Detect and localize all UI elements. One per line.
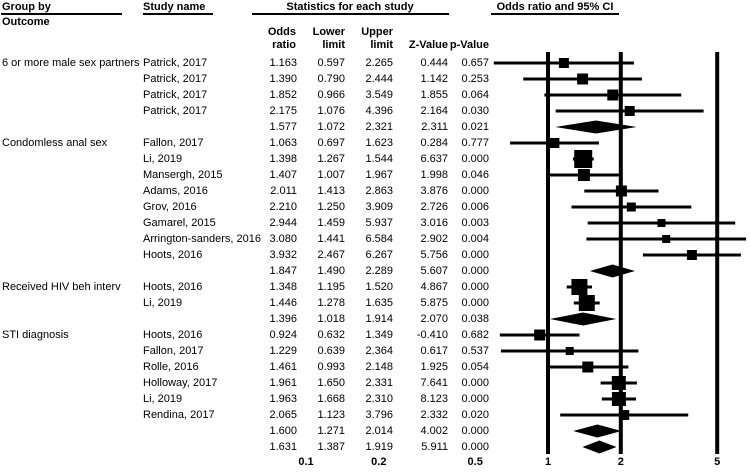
upper-value: 2.265	[365, 57, 393, 69]
x-axis-tick-label: 0.5	[467, 456, 483, 468]
upper-value: 1.919	[365, 441, 393, 453]
lower-value: 0.639	[317, 345, 345, 357]
lower-value: 1.250	[317, 201, 345, 213]
upper-value: 5.937	[365, 217, 393, 229]
odds-ratio-square	[625, 106, 635, 116]
x-axis-tick-label: 1	[544, 456, 552, 468]
z-value: 5.911	[421, 441, 448, 453]
study-name: Arrington-sanders, 2016	[143, 233, 262, 245]
or-value: 1.961	[269, 377, 297, 389]
summary-diamond	[555, 121, 636, 134]
study-name: Fallon, 2017	[143, 137, 204, 149]
upper-value: 3.796	[365, 409, 393, 421]
lower-value: 0.966	[317, 89, 345, 101]
lower-value: 1.271	[317, 425, 345, 437]
lower-value: 1.441	[317, 233, 345, 245]
lower-value: 2.467	[317, 249, 345, 261]
z-value: 5.756	[420, 249, 448, 261]
upper-value: 2.321	[365, 121, 393, 133]
study-name: Li, 2019	[143, 297, 183, 309]
p-value: 0.000	[461, 153, 489, 165]
outcome-header: Outcome	[2, 16, 50, 28]
z-value: 1.998	[420, 169, 448, 181]
or-value: 1.847	[269, 265, 297, 277]
lower-value: 1.490	[317, 265, 345, 277]
group-label: Received HIV beh interv	[2, 281, 121, 293]
or-value: 1.396	[269, 313, 297, 325]
p-value: 0.000	[461, 297, 489, 309]
odds-ratio-square	[549, 138, 559, 148]
study-name: Rendina, 2017	[143, 409, 215, 421]
or-value: 2.175	[269, 105, 297, 117]
p-value: 0.054	[461, 361, 489, 373]
or-value: 1.390	[269, 73, 297, 85]
group-by-header: Group by	[2, 1, 51, 13]
x-axis-tick-label: 5	[714, 456, 721, 468]
p-value-header-line1: p-Value	[449, 39, 489, 51]
odds-ratio-square	[574, 150, 592, 168]
or-value: 1.852	[269, 89, 297, 101]
study-name: Hoots, 2016	[143, 249, 203, 261]
or-value: 1.631	[269, 441, 297, 453]
study-name-header: Study name	[143, 1, 206, 13]
or-value: 1.407	[269, 169, 297, 181]
overall-diamond	[582, 441, 616, 454]
study-name: Hoots, 2016	[143, 281, 203, 293]
lower-value: 1.195	[317, 281, 345, 293]
odds-ratio-square	[612, 392, 626, 406]
study-name: Li, 2019	[143, 393, 183, 405]
lower-value: 1.007	[317, 169, 345, 181]
group-label: 6 or more male sex partners	[2, 57, 140, 69]
stats-title: Statistics for each study	[286, 1, 414, 13]
or-value: 2.944	[269, 217, 297, 229]
z-value: 2.070	[420, 313, 448, 325]
study-name: Patrick, 2017	[143, 57, 208, 69]
or-value: 1.600	[269, 425, 297, 437]
lower-value: 1.072	[317, 121, 345, 133]
p-value: 0.000	[461, 265, 489, 277]
p-value: 0.537	[461, 345, 489, 357]
p-value: 0.000	[461, 281, 489, 293]
or-value: 1.063	[269, 137, 297, 149]
z-value: 0.617	[420, 345, 448, 357]
p-value: 0.038	[461, 313, 489, 325]
z-value: 7.641	[420, 377, 448, 389]
z-value: 8.123	[420, 393, 448, 405]
z-value: 4.002	[420, 425, 448, 437]
odds-ratio-square	[619, 410, 629, 420]
upper-value: 2.331	[365, 377, 393, 389]
upper-value: 2.444	[365, 73, 393, 85]
odds-ratio-square	[658, 219, 666, 227]
upper-value: 1.914	[365, 313, 393, 325]
reference-line-5	[715, 52, 719, 454]
plot-title: Odds ratio and 95% CI	[496, 1, 614, 13]
study-name: Patrick, 2017	[143, 105, 208, 117]
study-name: Fallon, 2017	[143, 345, 204, 357]
upper-value: 2.310	[365, 393, 393, 405]
z-value: 2.902	[420, 233, 448, 245]
z-value: 5.875	[420, 297, 448, 309]
odds-ratio-square	[578, 169, 590, 181]
z-value: 2.311	[421, 121, 448, 133]
upper-value: 3.549	[365, 89, 393, 101]
or-value: 1.348	[269, 281, 297, 293]
z-value: 0.284	[420, 137, 448, 149]
study-name: Holloway, 2017	[143, 377, 218, 389]
study-name: Hoots, 2016	[143, 329, 203, 341]
group-label: STI diagnosis	[2, 329, 69, 341]
or-value: 3.932	[269, 249, 297, 261]
x-axis-tick-label: 2	[617, 456, 624, 468]
or-value: 3.080	[269, 233, 297, 245]
odds-ratio-square	[662, 235, 670, 243]
upper-value: 2.014	[365, 425, 393, 437]
p-value: 0.003	[461, 217, 489, 229]
lower-value: 0.993	[317, 361, 345, 373]
summary-diamond	[550, 313, 616, 326]
p-value: 0.064	[461, 89, 489, 101]
upper-value: 3.909	[365, 201, 393, 213]
p-value: 0.253	[461, 73, 489, 85]
study-name: Patrick, 2017	[143, 89, 208, 101]
upper-limit-header-line2: limit	[370, 39, 393, 51]
study-name: Gamarel, 2015	[143, 217, 216, 229]
odds-ratio-header-line1: Odds	[267, 26, 296, 38]
z-value: 2.726	[420, 201, 448, 213]
reference-line-1	[546, 52, 550, 454]
p-value: 0.030	[461, 105, 489, 117]
study-name: Mansergh, 2015	[143, 169, 223, 181]
or-value: 1.461	[269, 361, 297, 373]
study-name: Adams, 2016	[143, 185, 208, 197]
p-value: 0.021	[461, 121, 489, 133]
lower-value: 1.278	[317, 297, 345, 309]
or-value: 1.577	[269, 121, 297, 133]
study-name: Patrick, 2017	[143, 73, 208, 85]
upper-value: 1.520	[365, 281, 393, 293]
p-value: 0.000	[461, 249, 489, 261]
lower-value: 1.018	[317, 313, 345, 325]
upper-value: 2.364	[365, 345, 393, 357]
lower-value: 0.597	[317, 57, 345, 69]
p-value: 0.000	[461, 393, 489, 405]
z-value: 6.637	[420, 153, 448, 165]
upper-value: 2.289	[365, 265, 393, 277]
x-axis-tick-label: 0.1	[298, 456, 314, 468]
upper-value: 6.584	[365, 233, 393, 245]
or-value: 1.163	[269, 57, 297, 69]
z-value: 1.925	[420, 361, 448, 373]
upper-value: 2.863	[365, 185, 393, 197]
p-value: 0.046	[461, 169, 489, 181]
z-value: 2.332	[420, 409, 448, 421]
lower-value: 0.697	[317, 137, 345, 149]
lower-value: 1.267	[317, 153, 345, 165]
lower-limit-header-line2: limit	[322, 39, 345, 51]
study-name: Grov, 2016	[143, 201, 197, 213]
upper-value: 1.349	[365, 329, 393, 341]
or-value: 1.398	[269, 153, 297, 165]
p-value: 0.000	[461, 441, 489, 453]
p-value: 0.777	[461, 137, 489, 149]
odds-ratio-square	[571, 279, 587, 295]
lower-value: 1.387	[317, 441, 345, 453]
lower-value: 1.076	[317, 105, 345, 117]
z-value: 1.142	[420, 73, 448, 85]
odds-ratio-square	[612, 376, 626, 390]
z-value: 0.444	[420, 57, 448, 69]
lower-value: 1.413	[317, 185, 345, 197]
group-label: Condomless anal sex	[2, 137, 108, 149]
or-value: 1.229	[269, 345, 297, 357]
z-value: 3.876	[420, 185, 448, 197]
x-axis-tick-label: 0.2	[371, 456, 387, 468]
p-value: 0.004	[461, 233, 489, 245]
upper-value: 6.267	[365, 249, 393, 261]
p-value: 0.006	[461, 201, 489, 213]
z-value: 5.607	[420, 265, 448, 277]
upper-value: 4.396	[365, 105, 393, 117]
or-value: 2.065	[269, 409, 297, 421]
upper-value: 1.635	[365, 297, 393, 309]
p-value: 0.657	[461, 57, 489, 69]
study-name: Li, 2019	[143, 153, 183, 165]
or-value: 2.210	[269, 201, 297, 213]
odds-ratio-header-line2: ratio	[272, 39, 296, 51]
odds-ratio-square	[582, 362, 593, 373]
odds-ratio-square	[687, 250, 697, 260]
summary-diamond	[573, 425, 621, 438]
p-value: 0.000	[461, 185, 489, 197]
upper-value: 1.967	[365, 169, 393, 181]
or-value: 2.011	[270, 185, 297, 197]
odds-ratio-square	[579, 295, 595, 311]
odds-ratio-square	[607, 90, 618, 101]
z-value: 2.164	[420, 105, 448, 117]
lower-value: 0.632	[317, 329, 345, 341]
lower-value: 1.650	[317, 377, 345, 389]
p-value: 0.000	[461, 377, 489, 389]
lower-value: 1.668	[317, 393, 345, 405]
or-value: 1.963	[269, 393, 297, 405]
z-value-header-line1: Z-Value	[408, 39, 448, 51]
p-value: 0.020	[461, 409, 489, 421]
upper-value: 2.148	[365, 361, 393, 373]
lower-limit-header-line1: Lower	[312, 26, 345, 38]
odds-ratio-square	[627, 203, 636, 212]
summary-diamond	[590, 265, 635, 278]
p-value: 0.682	[461, 329, 489, 341]
or-value: 1.446	[269, 297, 297, 309]
odds-ratio-square	[616, 186, 627, 197]
upper-limit-header-line1: Upper	[361, 26, 393, 38]
z-value: -0.410	[416, 329, 448, 341]
odds-ratio-square	[559, 58, 569, 68]
odds-ratio-square	[534, 330, 545, 341]
lower-value: 0.790	[317, 73, 345, 85]
lower-value: 1.123	[317, 409, 345, 421]
or-value: 0.924	[269, 329, 297, 341]
upper-value: 1.544	[365, 153, 393, 165]
odds-ratio-square	[566, 347, 574, 355]
lower-value: 1.459	[317, 217, 345, 229]
z-value: 3.016	[420, 217, 448, 229]
upper-value: 1.623	[365, 137, 393, 149]
z-value: 1.855	[420, 89, 448, 101]
z-value: 4.867	[420, 281, 448, 293]
p-value: 0.000	[461, 425, 489, 437]
odds-ratio-square	[577, 74, 588, 85]
study-name: Rolle, 2016	[143, 361, 199, 373]
